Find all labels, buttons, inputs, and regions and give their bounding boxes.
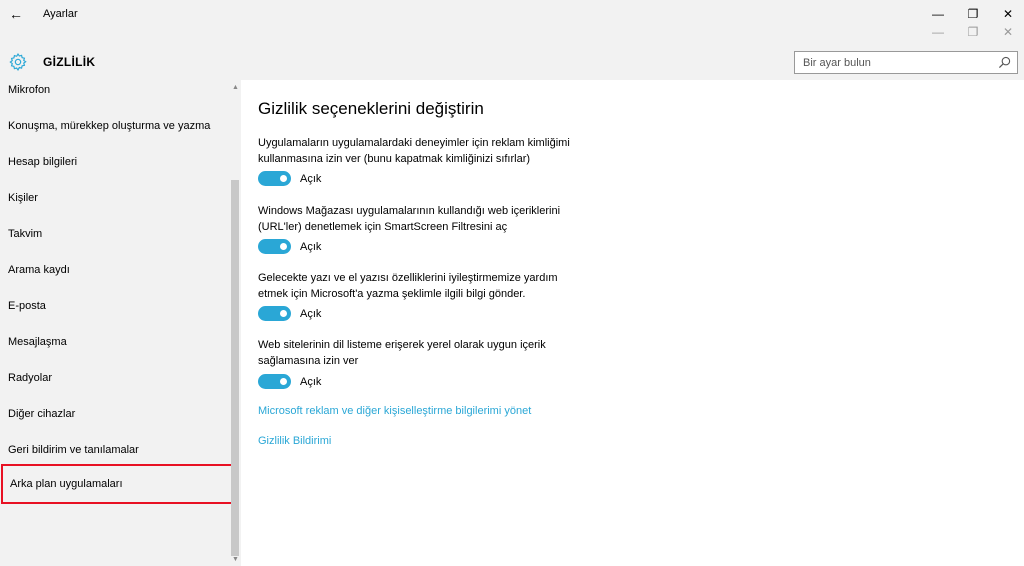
restore-button-inactive[interactable] [962,23,984,41]
toggle-knob [280,243,287,250]
sidebar-item-microphone[interactable]: Mikrofon [8,84,51,96]
restore-icon: ❐ [967,25,979,39]
scroll-down-icon[interactable]: ▼ [232,556,239,563]
sidebar-item-contacts[interactable]: Kişiler [8,192,38,204]
sidebar-item-messaging[interactable]: Mesajlaşma [8,336,67,348]
main-content [241,80,1024,566]
toggle-knob [280,378,287,385]
search-input[interactable] [795,57,990,69]
scrollbar-thumb[interactable] [231,180,239,556]
minimize-icon: — [932,25,944,39]
language-list-toggle[interactable] [258,374,291,389]
minimize-icon: — [932,7,944,21]
option-language-list-text: Web sitelerinin dil listeme erişerek yerel olarak uygun içerik sağlamasına izin ver [258,339,546,367]
restore-icon: ❐ [967,7,979,21]
sidebar-item-calendar[interactable]: Takvim [8,228,43,240]
manage-ad-info-link[interactable]: Microsoft reklam ve diğer kişiselleştirme bilgilerimi yönet [258,405,532,417]
toggle-knob [280,310,287,317]
minimize-button-inactive[interactable] [927,23,949,41]
sidebar-item-background-apps[interactable]: Arka plan uygulamaları [1,464,237,504]
app-title: Ayarlar [43,8,78,20]
scroll-up-icon[interactable]: ▲ [232,84,239,91]
close-icon: ✕ [1002,25,1014,39]
sidebar-item-email[interactable]: E-posta [8,300,46,312]
advertising-id-toggle-label: Açık [300,173,322,185]
section-title: GİZLİLİK [43,55,96,69]
back-arrow-icon: ← [9,6,23,22]
option-writing-info-text: Gelecekte yazı ve el yazısı özelliklerini iyileştirmemize yardım etmek için Microsoft'a yazma şeklimle ilgili bilgi gönder. [258,272,558,300]
privacy-statement-link[interactable]: Gizlilik Bildirimi [258,435,332,447]
search-box[interactable] [794,51,1018,74]
advertising-id-toggle[interactable] [258,171,291,186]
close-button-inactive[interactable] [997,23,1019,41]
language-list-toggle-label: Açık [300,376,322,388]
restore-button[interactable] [962,5,984,23]
sidebar [0,80,241,566]
sidebar-item-feedback-diagnostics[interactable]: Geri bildirim ve tanılamalar [8,444,139,456]
option-smartscreen-text: Windows Mağazası uygulamalarının kullandığı web içeriklerini (URL'ler) denetlemek için SmartScreen Filtresini aç [258,205,561,233]
sidebar-item-radios[interactable]: Radyolar [8,372,53,384]
minimize-button[interactable] [927,5,949,23]
sidebar-item-speech-inking-typing[interactable]: Konuşma, mürekkep oluşturma ve yazma [8,120,211,132]
title-bar [0,0,1024,46]
sidebar-item-other-devices[interactable]: Diğer cihazlar [8,408,76,420]
close-icon: ✕ [1002,7,1014,21]
smartscreen-toggle-label: Açık [300,241,322,253]
close-button[interactable] [997,5,1019,23]
option-advertising-id-text: Uygulamaların uygulamalardaki deneyimler için reklam kimliğimi kullanmasına izin ver (bunu kapatmak kimliğinizi sıfırlar) [258,137,570,165]
sidebar-item-call-history[interactable]: Arama kaydı [8,264,70,276]
search-icon[interactable] [998,56,1011,69]
writing-info-toggle[interactable] [258,306,291,321]
sidebar-item-account-info[interactable]: Hesap bilgileri [8,156,78,168]
toggle-knob [280,175,287,182]
smartscreen-toggle[interactable] [258,239,291,254]
writing-info-toggle-label: Açık [300,308,322,320]
gear-icon [8,52,28,72]
back-button[interactable] [0,0,32,28]
page-title: Gizlilik seçeneklerini değiştirin [258,99,484,118]
